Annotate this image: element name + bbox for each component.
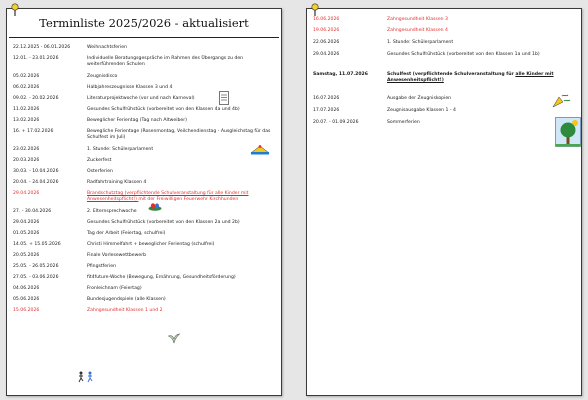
row-text-emphasis: Brandschutztag (verpflichtende Schulveranstaltung für alle Kinder mit Anwesenheitspflicht!) [87,191,249,203]
row-date: 17.07.2026 [313,108,340,113]
pushpin-icon [309,3,321,17]
row-date: 30.03. - 10.04.2026 [13,169,59,174]
schedule-row [13,180,275,191]
row-text: Gesundes Schulfrühstück (vorbereitet von den Klassen 1a und 1b) [387,52,540,57]
row-text [387,72,575,84]
row-date: 05.06.2026 [13,297,40,302]
schedule-row [13,231,275,242]
schedule-row-highlight [13,191,275,209]
row-text: Zeugnisausgabe Klassen 1 - 4 [387,108,456,113]
row-date: 22.06.2026 [313,40,340,45]
row-text-prefix: Schulfest (verpflichtende Schulveranstaltung für [387,72,516,77]
pushpin-icon [9,3,21,17]
row-date: 05.02.2026 [13,74,40,79]
row-date: 22.12.2025 - 06.01.2026 [13,45,71,50]
schedule-row [313,96,575,108]
schedule-row [13,147,275,158]
schedule-row [313,52,575,72]
schedule-row [13,209,275,220]
row-date: 04.06.2026 [13,286,40,291]
schedule-row [13,45,275,56]
row-text: 1. Stunde: Schülerparlament [87,147,154,152]
row-text: Bundesjugendspiele (alle Klassen) [87,297,166,302]
row-text: Gesundes Schulfrühstück (vorbereitet von den Klassen 2a und 2b) [87,220,240,225]
row-text: Radfahrtraining Klassen 4 [87,180,147,185]
schedule-row [13,275,275,286]
row-text: Zahngesundheit Klassen 1 und 2 [87,308,163,313]
row-date: 29.04.2026 [313,52,340,57]
schedule-row [13,118,275,129]
row-text: Zeugnisdisco [87,74,118,79]
row-date: 27.05. - 03.06.2026 [13,275,59,280]
row-date: 27. - 30.04.2026 [13,209,52,214]
document-page-right [306,8,582,396]
row-date: 29.04.2026 [13,191,40,196]
row-text: fit4future-Woche (Bewegung, Ernährung, Gesundheitsförderung) [87,275,236,280]
row-text: 2. Elternsprechwoche [87,209,137,214]
row-date: 12.01. - 23.01.2026 [13,56,59,61]
row-date: 09.02. - 20.02.2026 [13,96,59,101]
row-text: Literaturprojektwoche (vor und nach Karneval) [87,96,195,101]
schedule-row [13,297,275,308]
schedule-row [13,264,275,275]
schedule-row [13,107,275,118]
row-text [87,191,275,203]
schedule-row [13,220,275,231]
row-date: 16.06.2026 [313,17,340,22]
row-date: 14.05. + 15.05.2026 [13,242,61,247]
schedule-row [313,40,575,52]
row-date: 23.02.2026 [13,147,40,152]
row-date: 19.06.2026 [313,28,340,33]
party-streamer-icon [551,93,571,109]
row-date: 06.02.2026 [13,85,40,90]
schedule-row [13,286,275,297]
row-date: 29.04.2026 [13,220,40,225]
schedule-row [313,72,575,96]
report-card-icon [219,91,229,105]
row-date: Samstag, 11.07.2026 [313,72,368,77]
row-date: 11.02.2026 [13,107,40,112]
schedule-row-highlight [313,28,575,40]
row-text: 1. Stunde: Schülerparlament [387,40,454,45]
row-text: Ausgabe der Zeugniskopien [387,96,452,101]
summer-tree-icon [555,117,581,147]
row-date: 20.03.2026 [13,158,40,163]
runners-icon [77,371,95,383]
row-text-rest: mit der Freiwilligen Feuerwehr Kirchhunden [138,197,239,203]
row-date: 16.07.2026 [313,96,340,101]
row-text: Pfingstferien [87,264,117,269]
schedule-row [13,169,275,180]
row-text-emphasis: alle Kinder mit Anwesenheitspflicht!) [387,72,554,84]
row-text: Gesundes Schulfrühstück (vorbereitet von den Klassen 4a und 4b) [87,107,240,112]
row-text: Tag der Arbeit (Feiertag, schulfrei) [87,231,166,236]
row-text: Bewegliche Ferientage (Rosenmontag, Veilchendienstag - Ausgleichstag für das Schulfest im Juli) [87,129,271,141]
row-text: Finale Vorlesewettbewerb [87,253,146,258]
schedule-row-highlight [13,308,275,319]
schedule-row [13,74,275,85]
schedule-row [13,242,275,253]
schedule-row-highlight [313,17,575,28]
row-date: 01.05.2026 [13,231,40,236]
row-text: Halbjahreszeugnisse Klassen 3 und 4 [87,85,173,90]
schedule-row [13,85,275,96]
row-date: 20.07. - 01.09.2026 [313,120,359,125]
row-text: Weihnachtsferien [87,45,127,50]
row-date: 20.05.2026 [13,253,40,258]
schedule-row [313,108,575,120]
row-date: 13.02.2026 [13,118,40,123]
document-page-left [6,8,282,396]
row-date: 20.04. - 24.04.2026 [13,180,59,185]
row-text: Zahngesundheit Klassen 4 [387,28,448,33]
schedule-row [13,158,275,169]
row-text: Osterferien [87,169,113,174]
row-text: Sommerferien [387,120,420,125]
schedule-row [13,56,275,74]
row-date: 15.06.2026 [13,308,40,313]
row-text: Fronleichnam (Feiertag) [87,286,142,291]
carnival-hat-icon [249,145,271,155]
page-title: Terminliste 2025/2026 - aktualisiert [39,16,249,30]
row-date: 25.05. - 26.05.2026 [13,264,59,269]
row-text: Beweglicher Ferientag (Tag nach Altweiber) [87,118,187,123]
schedule-row [13,96,275,107]
schedule-list-left [7,45,281,319]
row-date: 16. + 17.02.2026 [13,129,54,134]
schedule-list-right [307,17,581,132]
row-text: Christi Himmelfahrt + beweglicher Ferientag (schulfrei) [87,242,215,247]
schedule-row [13,253,275,264]
row-text: Zahngesundheit Klassen 3 [387,17,448,22]
schedule-row [13,129,275,147]
plant-sprout-icon [167,330,181,344]
schedule-row [313,120,575,132]
easter-nest-icon [148,201,162,211]
title-divider [9,37,279,38]
row-text: Zuckerfest [87,158,112,163]
row-text: Individuelle Beratungsgespräche im Rahmen des Übergangs zu den weiterführenden Schulen [87,56,244,68]
